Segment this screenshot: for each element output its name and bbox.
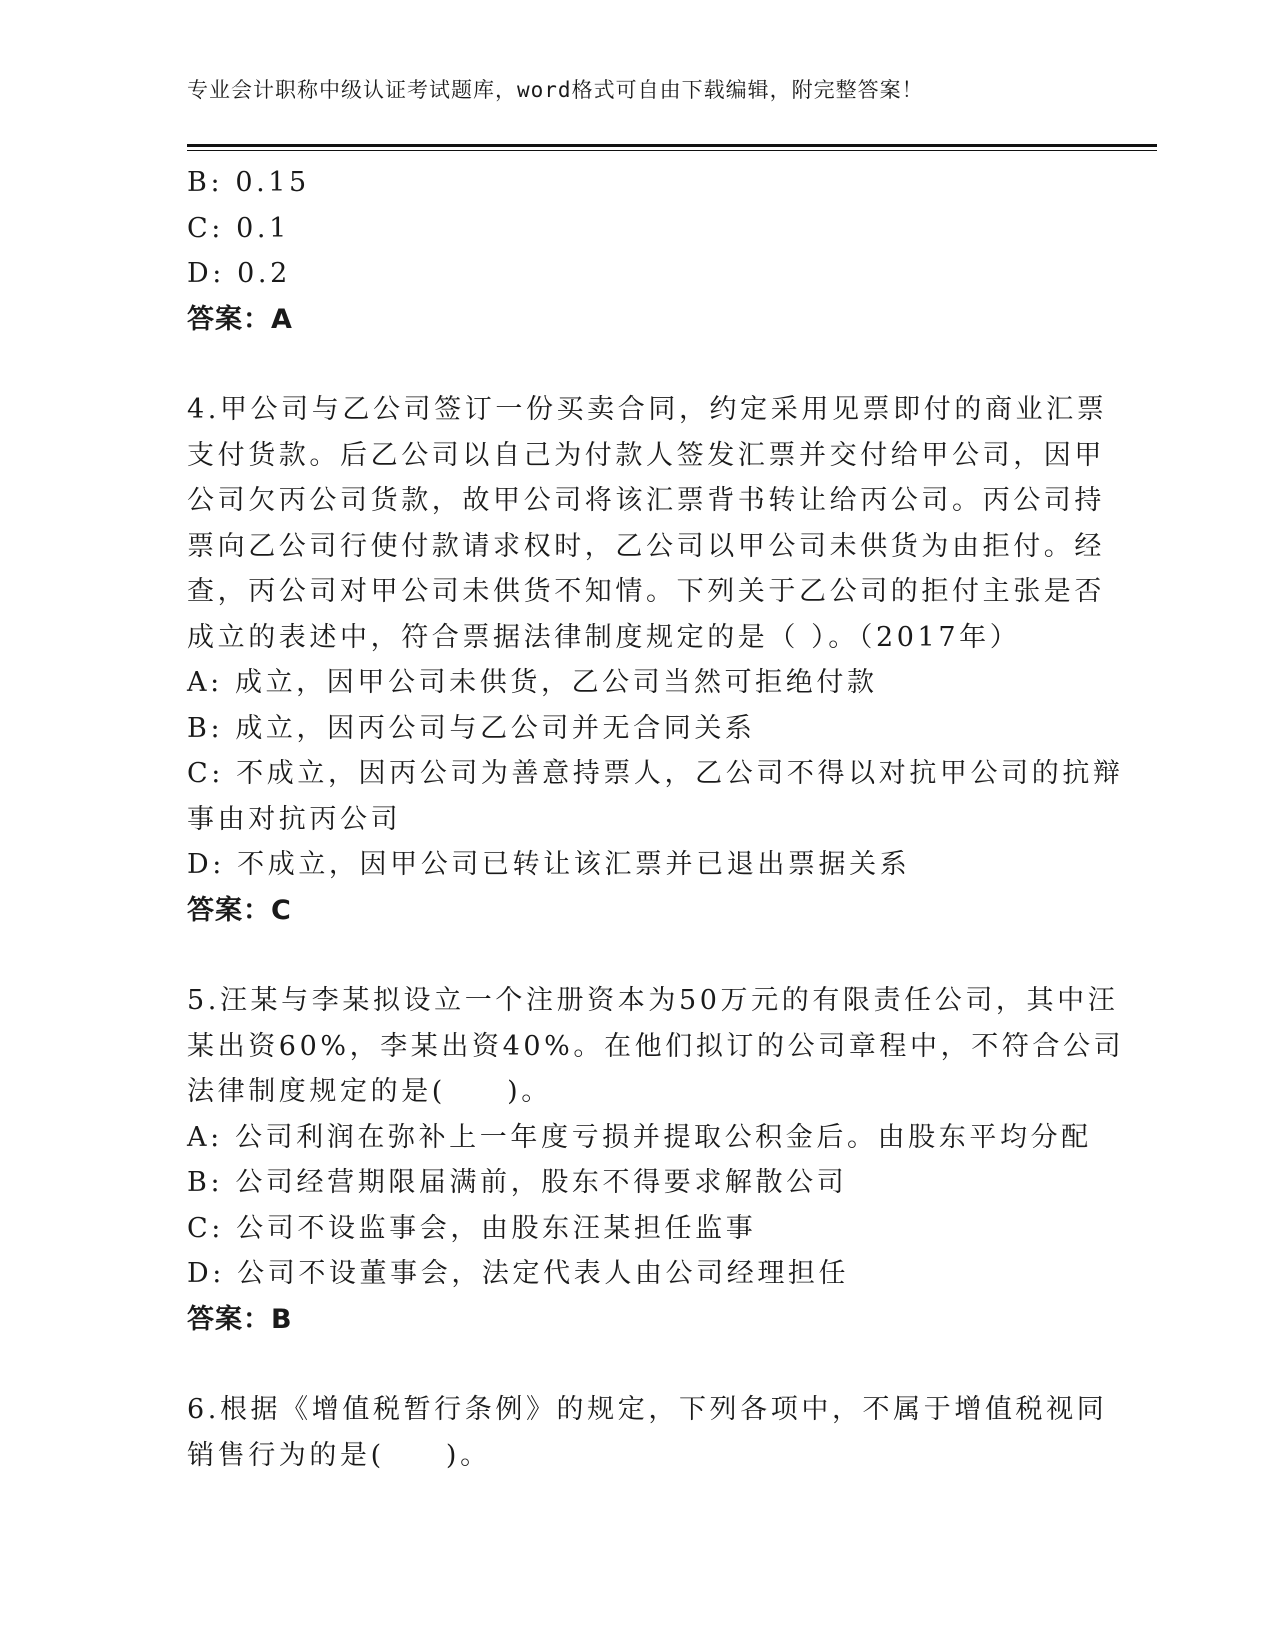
document-body [187, 160, 1125, 1478]
page-header: 专业会计职称中级认证考试题库，word格式可自由下载编辑，附完整答案！ [187, 78, 924, 102]
option-line: C: 0.1 [187, 212, 290, 244]
answer-line: 答案：C [187, 894, 292, 926]
question-stem-line: 票向乙公司行使付款请求权时，乙公司以甲公司未供货为由拒付。经 [187, 530, 1105, 562]
question-stem-line: 公司欠丙公司货款，故甲公司将该汇票背书转让给丙公司。丙公司持 [187, 485, 1105, 516]
option-line: D: 不成立，因甲公司已转让该汇票并已退出票据关系 [187, 849, 911, 880]
question-stem-line: 4.甲公司与乙公司签订一份买卖合同，约定采用见票即付的商业汇票 [187, 394, 1108, 425]
header-rule-thick [187, 144, 1157, 147]
header-rule-thin [187, 150, 1157, 151]
question-stem-line: 法律制度规定的是( )。 [187, 1076, 552, 1107]
question-stem-line: 成立的表述中，符合票据法律制度规定的是（ ）。（2017年） [187, 621, 1021, 653]
option-line: C: 不成立，因丙公司为善意持票人，乙公司不得以对抗甲公司的抗辩 [187, 758, 1124, 789]
option-line: D: 公司不设董事会，法定代表人由公司经理担任 [187, 1258, 850, 1289]
question-5 [187, 978, 1125, 1342]
option-line: A: 成立，因甲公司未供货，乙公司当然可拒绝付款 [187, 667, 878, 698]
option-line: B: 成立，因丙公司与乙公司并无合同关系 [187, 712, 756, 744]
question-4 [187, 387, 1124, 933]
option-line: A: 公司利润在弥补上一年度亏损并提取公积金后。由股东平均分配 [187, 1121, 1092, 1153]
question-stem-line: 5.汪某与李某拟设立一个注册资本为50万元的有限责任公司，其中汪 [187, 985, 1119, 1016]
answer-line: 答案：B [187, 1303, 293, 1335]
question-stem-line: 支付货款。后乙公司以自己为付款人签发汇票并交付给甲公司，因甲 [187, 439, 1105, 471]
answer-line: 答案：A [187, 303, 293, 335]
prev-question-tail [187, 160, 1087, 342]
option-line: D: 0.2 [187, 258, 291, 289]
option-line: 事由对抗丙公司 [187, 803, 402, 835]
option-line: B: 0.15 [187, 167, 310, 198]
option-line: C: 公司不设监事会，由股东汪某担任监事 [187, 1212, 757, 1244]
question-stem-line: 某出资60%，李某出资40%。在他们拟订的公司章程中，不符合公司 [187, 1030, 1125, 1062]
option-line: B: 公司经营期限届满前，股东不得要求解散公司 [187, 1167, 848, 1198]
question-6 [187, 1387, 1108, 1478]
question-stem-line: 销售行为的是( )。 [187, 1439, 491, 1471]
question-stem-line: 查，丙公司对甲公司未供货不知情。下列关于乙公司的拒付主张是否 [187, 576, 1105, 607]
question-stem-line: 6.根据《增值税暂行条例》的规定，下列各项中，不属于增值税视同 [187, 1394, 1108, 1425]
